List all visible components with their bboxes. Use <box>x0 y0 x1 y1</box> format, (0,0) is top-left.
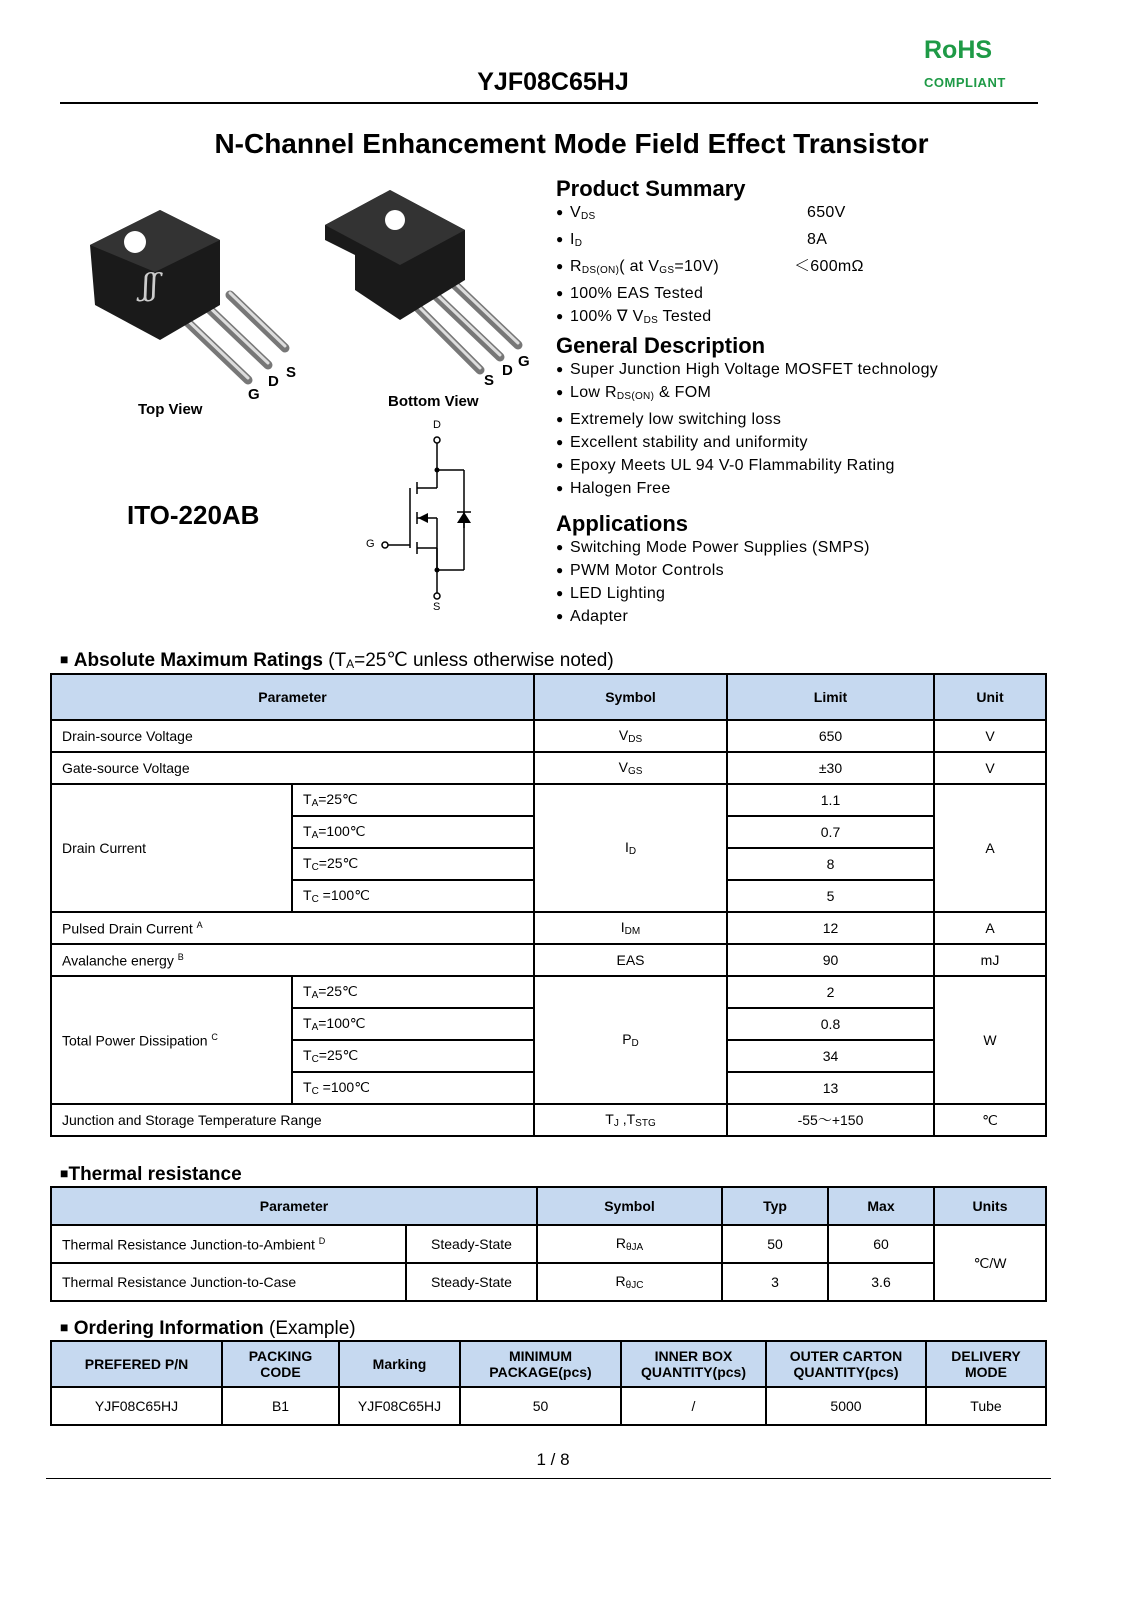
col-marking: Marking <box>339 1341 460 1387</box>
condition-cell: $T_A=25℃$ <box>292 976 534 1008</box>
limit-cell: 650 <box>727 720 934 752</box>
symbol-cell: $I_D$ <box>534 784 727 912</box>
unit-cell: A <box>934 784 1046 912</box>
condition-cell: $T_A=100℃$ <box>292 1008 534 1040</box>
summary-id-value: 8A <box>807 231 828 248</box>
symbol-cell: $P_D$ <box>534 976 727 1104</box>
summary-dvds: ● 100% ∇ $V_{DS}$ Tested <box>556 308 712 326</box>
col-units: Units <box>934 1187 1046 1225</box>
col-parameter: Parameter <box>51 1187 537 1225</box>
svg-text:ʃʃ: ʃʃ <box>142 268 159 303</box>
col-unit: Unit <box>934 674 1046 720</box>
param-label: Gate-source Voltage <box>51 752 534 784</box>
limit-cell: 13 <box>727 1072 934 1104</box>
top-view-label: Top View <box>138 401 203 418</box>
cell-packing-code: B1 <box>222 1387 339 1425</box>
table-header-row <box>51 674 1046 720</box>
symbol-cell: $I_{DM}$ <box>534 912 727 944</box>
param-label: Thermal Resistance Junction-to-Ambient $^D$ <box>51 1225 406 1263</box>
limit-cell: 0.8 <box>727 1008 934 1040</box>
unit-cell: A <box>934 912 1046 944</box>
table-header-row <box>51 1341 1046 1387</box>
limit-cell: 5 <box>727 880 934 912</box>
thermal-table <box>50 1186 1047 1302</box>
max-cell: 3.6 <box>828 1263 934 1301</box>
table-row <box>51 1387 1046 1425</box>
table-row <box>51 1104 1046 1136</box>
desc-item: ● Extremely low switching loss <box>556 411 782 428</box>
col-packing-code: PACKING CODE <box>222 1341 339 1387</box>
summary-vds: ● $V_{DS}$ 650V <box>556 201 956 228</box>
cell-pn: YJF08C65HJ <box>51 1387 222 1425</box>
col-min-package: MINIMUM PACKAGE(pcs) <box>460 1341 621 1387</box>
general-description-heading: General Description <box>556 333 766 358</box>
param-label: Junction and Storage Temperature Range <box>51 1104 534 1136</box>
limit-cell: ±30 <box>727 752 934 784</box>
unit-cell: mJ <box>934 944 1046 976</box>
symbol-cell: $V_{GS}$ <box>534 752 727 784</box>
app-item: ● Switching Mode Power Supplies (SMPS) <box>556 539 870 556</box>
rohs-compliant: COMPLIANT <box>924 75 1006 90</box>
col-parameter: Parameter <box>51 674 534 720</box>
table-row <box>51 784 1046 816</box>
desc-item: ● Epoxy Meets UL 94 V-0 Flammability Rating <box>556 457 895 474</box>
limit-cell: -55～+150 <box>727 1104 934 1136</box>
col-inner-box: INNER BOX QUANTITY(pcs) <box>621 1341 766 1387</box>
symbol-pin-s: S <box>433 601 441 613</box>
desc-item: ● Super Junction High Voltage MOSFET technology <box>556 361 939 378</box>
condition-cell: $T_C$ =100℃ <box>292 880 534 912</box>
col-symbol: Symbol <box>537 1187 722 1225</box>
desc-item: ● Excellent stability and uniformity <box>556 434 808 451</box>
general-description-list <box>556 358 976 500</box>
table-row <box>51 1225 1046 1263</box>
param-label: Avalanche energy $^B$ <box>51 944 534 976</box>
package-name: ITO-220AB <box>127 500 260 530</box>
limit-cell: 34 <box>727 1040 934 1072</box>
cell-delivery-mode: Tube <box>926 1387 1046 1425</box>
pin-d-top: D <box>268 373 279 390</box>
pin-d-bottom: D <box>502 362 513 379</box>
summary-eas: ● 100% EAS Tested <box>556 285 704 302</box>
pin-g-bottom: G <box>518 353 530 370</box>
param-label: Thermal Resistance Junction-to-Case <box>51 1263 406 1301</box>
state-cell: Steady-State <box>406 1263 537 1301</box>
summary-id: ● $I_D$ 8A <box>556 228 956 255</box>
table-row <box>51 944 1046 976</box>
footer-rule <box>46 1478 1051 1479</box>
page-title: N-Channel Enhancement Mode Field Effect Transistor <box>214 128 929 159</box>
limit-cell: 8 <box>727 848 934 880</box>
col-limit: Limit <box>727 674 934 720</box>
col-preferred-pn: PREFERED P/N <box>51 1341 222 1387</box>
condition-cell: $T_C=25℃$ <box>292 848 534 880</box>
summary-rds-value: ＜600mΩ <box>794 258 864 275</box>
param-label: Pulsed Drain Current $^A$ <box>51 912 534 944</box>
symbol-cell: EAS <box>534 944 727 976</box>
unit-cell: V <box>934 752 1046 784</box>
cell-marking: YJF08C65HJ <box>339 1387 460 1425</box>
symbol-pin-d: D <box>433 419 441 431</box>
limit-cell: 90 <box>727 944 934 976</box>
unit-cell: V <box>934 720 1046 752</box>
bottom-view-label: Bottom View <box>388 393 479 410</box>
table-row <box>51 720 1046 752</box>
cell-outer-carton: 5000 <box>766 1387 926 1425</box>
limit-cell: 1.1 <box>727 784 934 816</box>
condition-cell: $T_A=25℃$ <box>292 784 534 816</box>
table-header-row <box>51 1187 1046 1225</box>
applications-heading: Applications <box>556 511 689 536</box>
mosfet-symbol <box>360 430 490 605</box>
pin-s-bottom: S <box>484 372 495 389</box>
limit-cell: 2 <box>727 976 934 1008</box>
cell-min-package: 50 <box>460 1387 621 1425</box>
table-row <box>51 1263 1046 1301</box>
condition-cell: $T_C$ =100℃ <box>292 1072 534 1104</box>
unit-cell: W <box>934 976 1046 1104</box>
symbol-cell: $V_{DS}$ <box>534 720 727 752</box>
table-row <box>51 976 1046 1008</box>
thermal-heading: ■Thermal resistance <box>60 1164 242 1185</box>
limit-cell: 0.7 <box>727 816 934 848</box>
header-rule <box>60 102 1038 104</box>
abs-max-heading: ■ Absolute Maximum Ratings (TA=25℃ unless otherwise noted) <box>60 650 614 671</box>
desc-item: ● Low $R_{DS(ON)}$ & FOM <box>556 384 712 402</box>
symbol-cell: $R_{\theta JA}$ <box>537 1225 722 1263</box>
abs-max-table <box>50 673 1047 1137</box>
typ-cell: 3 <box>722 1263 828 1301</box>
state-cell: Steady-State <box>406 1225 537 1263</box>
part-number: YJF08C65HJ <box>477 68 629 96</box>
summary-rds: ● $R_{DS(ON)}$( at $V_{GS}=10V$) ＜600mΩ <box>556 255 956 282</box>
param-label: Drain-source Voltage <box>51 720 534 752</box>
pin-g-top: G <box>248 386 260 403</box>
col-typ: Typ <box>722 1187 828 1225</box>
rohs-logo: RoHS <box>924 36 993 64</box>
cell-inner-box: / <box>621 1387 766 1425</box>
col-outer-carton: OUTER CARTON QUANTITY(pcs) <box>766 1341 926 1387</box>
col-delivery-mode: DELIVERY MODE <box>926 1341 1046 1387</box>
param-label: Drain Current <box>51 784 292 912</box>
app-item: ● PWM Motor Controls <box>556 562 724 579</box>
ordering-heading: ■ Ordering Information (Example) <box>60 1318 356 1339</box>
condition-cell: $T_C=25℃$ <box>292 1040 534 1072</box>
product-summary-list <box>556 201 956 332</box>
symbol-pin-g: G <box>366 538 375 550</box>
product-summary-heading: Product Summary <box>556 176 746 201</box>
page-number: 1 / 8 <box>536 1450 570 1469</box>
app-item: ● LED Lighting <box>556 585 666 602</box>
col-symbol: Symbol <box>534 674 727 720</box>
app-item: ● Adapter <box>556 608 629 625</box>
col-max: Max <box>828 1187 934 1225</box>
symbol-cell: $T_J$ $,T_{STG}$ <box>534 1104 727 1136</box>
desc-item: ● Halogen Free <box>556 480 671 497</box>
applications-list <box>556 536 976 628</box>
symbol-cell: $R_{\theta JC}$ <box>537 1263 722 1301</box>
unit-cell: ℃/W <box>934 1225 1046 1301</box>
ordering-table <box>50 1340 1047 1426</box>
condition-cell: $T_A=100℃$ <box>292 816 534 848</box>
unit-cell: ℃ <box>934 1104 1046 1136</box>
pin-s-top: S <box>286 364 297 381</box>
table-row <box>51 752 1046 784</box>
table-row <box>51 912 1046 944</box>
limit-cell: 12 <box>727 912 934 944</box>
summary-vds-value: 650V <box>807 204 846 221</box>
max-cell: 60 <box>828 1225 934 1263</box>
typ-cell: 50 <box>722 1225 828 1263</box>
param-label: Total Power Dissipation $^C$ <box>51 976 292 1104</box>
